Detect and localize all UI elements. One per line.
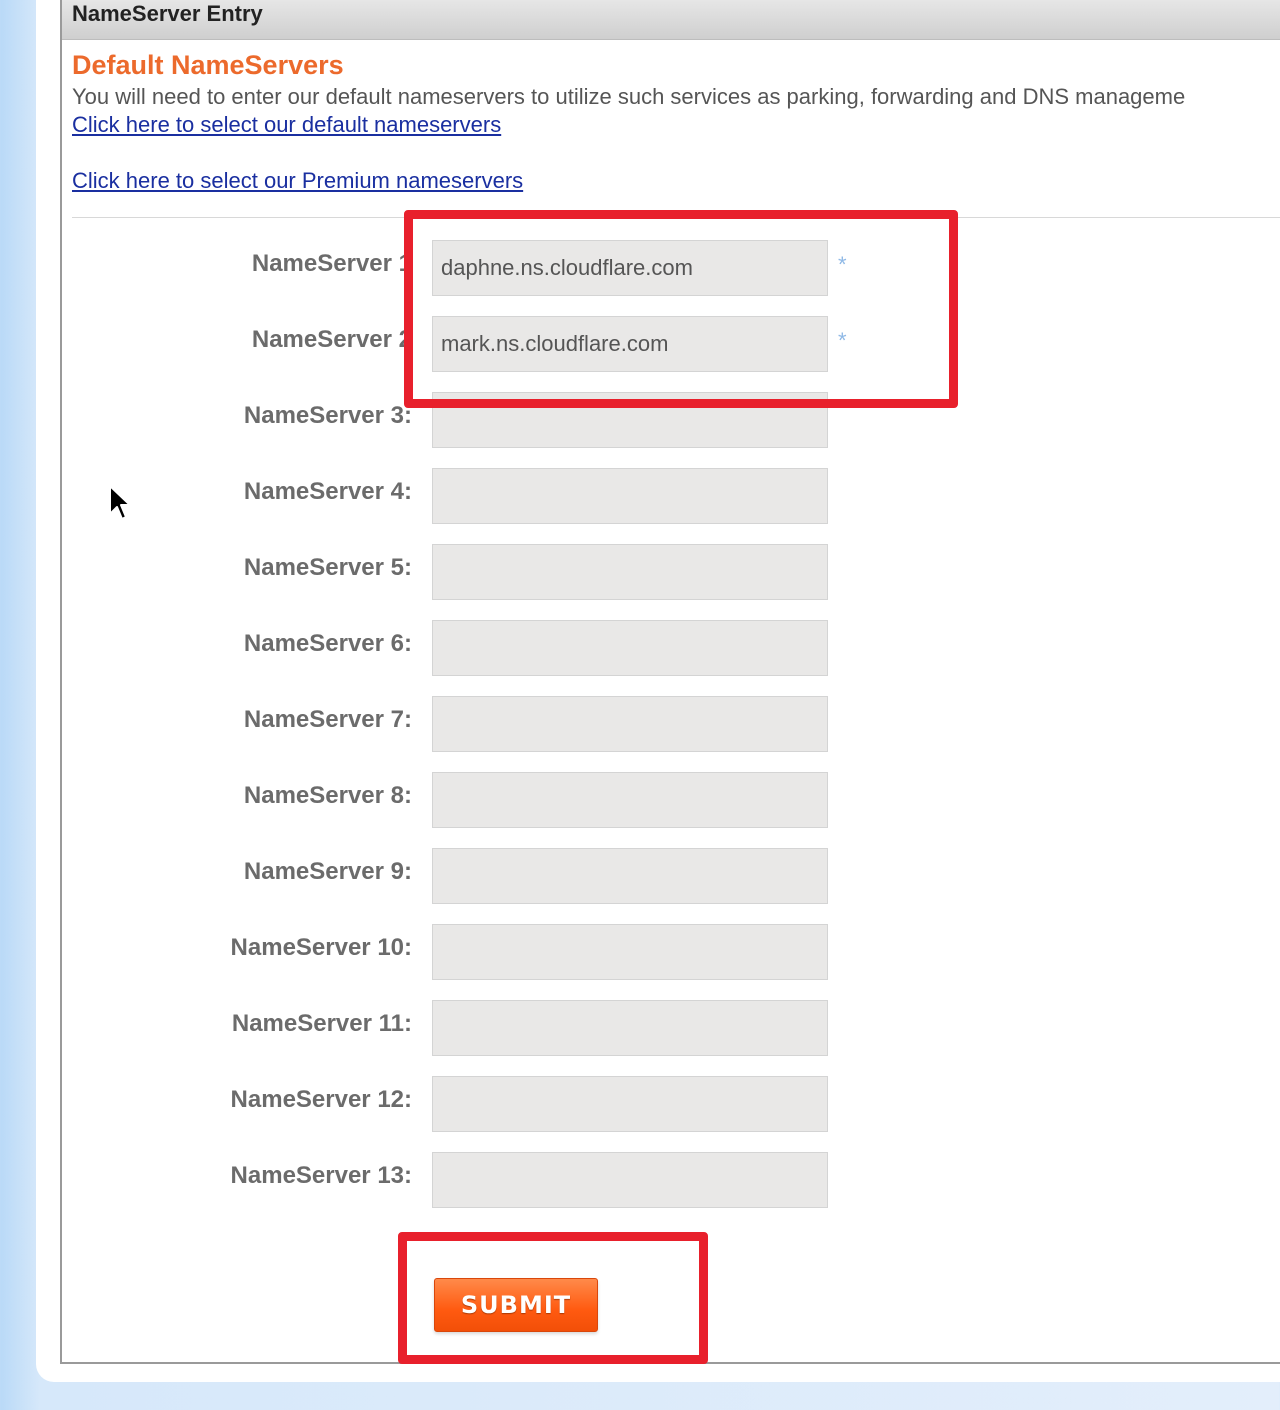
nameserver-11-input[interactable] [432, 1000, 828, 1056]
nameserver-row [62, 392, 962, 448]
nameserver-label: NameServer 6: [243, 630, 412, 657]
nameserver-row [62, 924, 962, 980]
nameserver-label: NameServer 4: [243, 478, 412, 505]
nameserver-3-input[interactable] [432, 392, 828, 448]
nameserver-9-input[interactable] [432, 848, 828, 904]
select-default-nameservers-link[interactable]: Click here to select our default nameservers [72, 112, 502, 137]
select-premium-nameservers-link[interactable]: Click here to select our Premium nameservers [72, 168, 524, 193]
nameserver-panel [60, 0, 1280, 1364]
submit-button[interactable]: SUBMIT [434, 1278, 598, 1332]
nameserver-label: NameServer 7: [243, 706, 412, 733]
nameserver-row [62, 1000, 962, 1056]
nameserver-label: NameServer 3: [243, 402, 412, 429]
nameserver-6-input[interactable] [432, 620, 828, 676]
nameserver-13-input[interactable] [432, 1152, 828, 1208]
nameserver-row [62, 240, 962, 296]
nameserver-10-input[interactable] [432, 924, 828, 980]
nameserver-1-input[interactable] [432, 240, 828, 296]
nameserver-label: NameServer 1 [251, 250, 412, 277]
nameserver-label: NameServer 5: [243, 554, 412, 581]
required-asterisk-icon: * [838, 328, 847, 353]
nameserver-row [62, 696, 962, 752]
nameserver-label: NameServer 11: [231, 1010, 412, 1037]
nameserver-label: NameServer 13: [230, 1162, 412, 1189]
panel-header: NameServer Entry [62, 0, 1280, 40]
nameserver-row [62, 1152, 962, 1208]
nameserver-row [62, 1076, 962, 1132]
nameserver-label: NameServer 10: [230, 934, 412, 961]
nameserver-4-input[interactable] [432, 468, 828, 524]
nameserver-row [62, 468, 962, 524]
nameserver-12-input[interactable] [432, 1076, 828, 1132]
required-asterisk-icon: * [838, 252, 847, 277]
mouse-pointer-icon [108, 484, 132, 522]
nameserver-row [62, 544, 962, 600]
nameserver-5-input[interactable] [432, 544, 828, 600]
nameserver-row [62, 772, 962, 828]
nameserver-row [62, 316, 962, 372]
nameserver-8-input[interactable] [432, 772, 828, 828]
section-title: Default NameServers [72, 50, 344, 80]
nameserver-7-input[interactable] [432, 696, 828, 752]
nameserver-label: NameServer 2 [251, 326, 412, 353]
nameserver-2-input[interactable] [432, 316, 828, 372]
divider [72, 217, 1280, 218]
nameserver-row [62, 620, 962, 676]
nameserver-label: NameServer 12: [230, 1086, 412, 1113]
section-description: You will need to enter our default nameservers to utilize such services as parking, forwarding and DNS manageme [72, 84, 1186, 109]
nameserver-label: NameServer 8: [243, 782, 412, 809]
nameserver-label: NameServer 9: [243, 858, 412, 885]
nameserver-row [62, 848, 962, 904]
